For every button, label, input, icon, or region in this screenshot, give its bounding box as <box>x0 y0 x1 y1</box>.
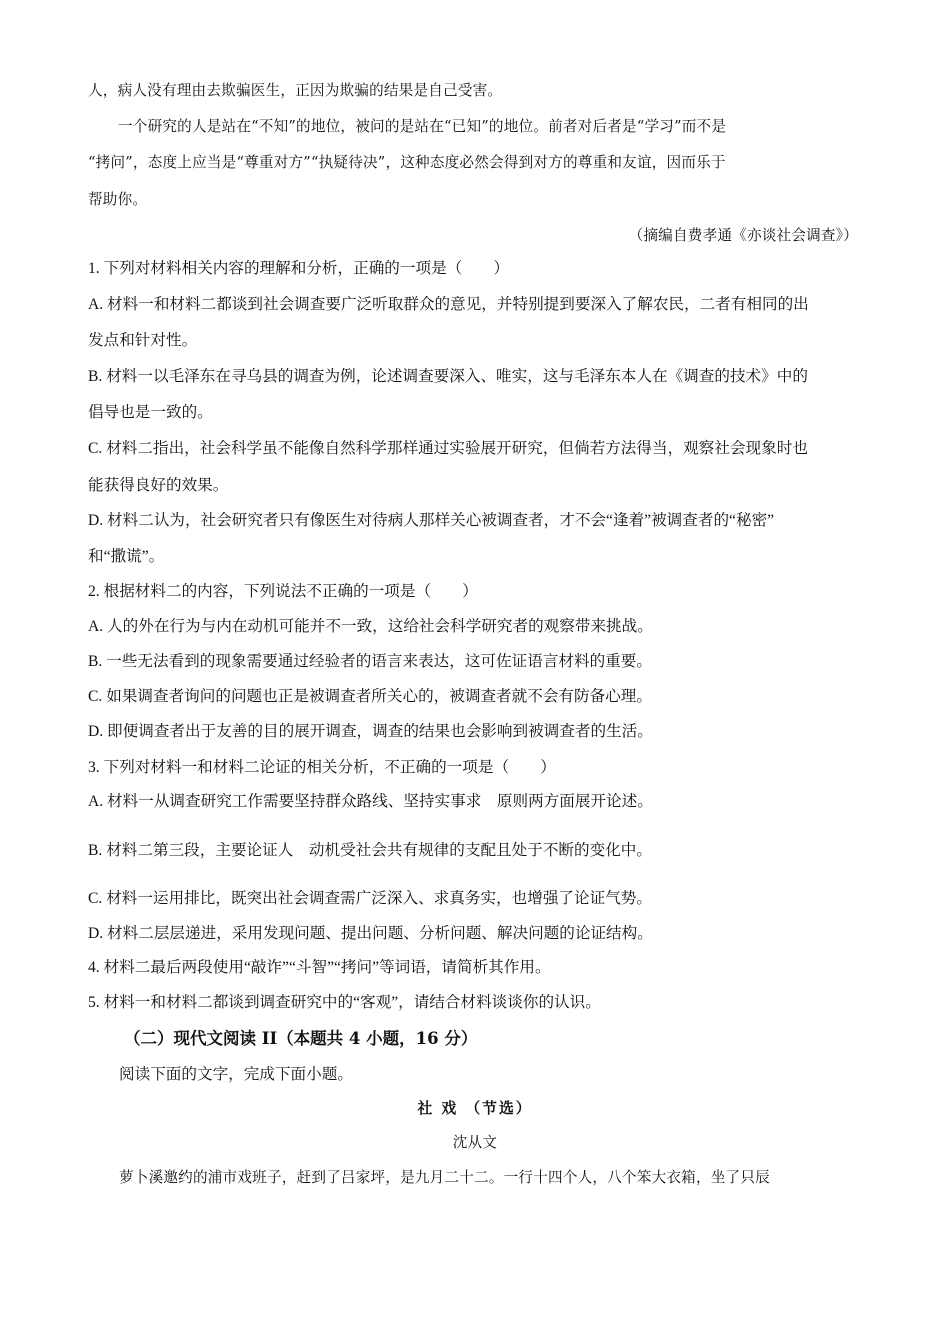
question-3-option-c: C. 材料一运用排比，既突出社会调查需广泛深入、求真务实，也增强了论证气势。 <box>88 890 652 907</box>
question-1-option-a-line-2: 发点和针对性。 <box>88 332 198 349</box>
question-1-option-a-line-1: A. 材料一和材料二都谈到社会调查要广泛听取群众的意见，并特别提到要深入了解农民，二者有相同的出 <box>88 296 809 313</box>
question-1-option-c-line-2: 能获得良好的效果。 <box>88 477 229 494</box>
story-first-line: 萝卜溪邀约的浦市戏班子，赶到了吕家坪，是九月二十二。一行十四个人，八个笨大衣箱，坐了只辰 <box>119 1169 770 1186</box>
question-1-option-c-line-1: C. 材料二指出，社会科学虽不能像自然科学那样通过实验展开研究，但倘若方法得当，观察社会现象时也 <box>88 440 808 457</box>
question-1-option-b-line-1: B. 材料一以毛泽东在寻乌县的调查为例，论述调查要深入、唯实，这与毛泽东本人在《调查的技术》中的 <box>88 368 808 385</box>
material-two-paragraph-line-1: 一个研究的人是站在“不知”的地位，被问的是站在“已知”的地位。前者对后者是“学习”而不是 <box>118 118 727 135</box>
question-2-stem: 2. 根据材料二的内容，下列说法不正确的一项是（ ） <box>88 583 478 600</box>
material-two-closing-line: 人，病人没有理由去欺骗医生，正因为欺骗的结果是自己受害。 <box>88 82 503 99</box>
source-citation: （摘编自费孝通《亦谈社会调查》） <box>628 227 858 244</box>
question-1-option-d-line-1: D. 材料二认为，社会研究者只有像医生对待病人那样关心被调查者，才不会“逢着”被调查者的“秘密” <box>88 512 775 529</box>
question-4: 4. 材料二最后两段使用“敲诈”“斗智”“拷问”等词语，请简析其作用。 <box>88 959 551 976</box>
question-2-option-c: C. 如果调查者询问的问题也正是被调查者所关心的，被调查者就不会有防备心理。 <box>88 688 652 705</box>
question-2-option-a: A. 人的外在行为与内在动机可能并不一致，这给社会科学研究者的观察带来挑战。 <box>88 618 653 635</box>
section-two-heading: （二）现代文阅读 II（本题共 4 小题，16 分） <box>124 1029 478 1048</box>
question-3-option-b: B. 材料二第三段，主要论证人 动机受社会共有规律的支配且处于不断的变化中。 <box>88 842 652 859</box>
question-2-option-d: D. 即便调查者出于友善的目的展开调查，调查的结果也会影响到被调查者的生活。 <box>88 723 653 740</box>
question-3-stem: 3. 下列对材料一和材料二论证的相关分析，不正确的一项是（ ） <box>88 759 556 776</box>
story-author: 沈从文 <box>452 1134 498 1151</box>
reading-instruction: 阅读下面的文字，完成下面小题。 <box>119 1066 353 1083</box>
question-2-option-b: B. 一些无法看到的现象需要通过经验者的语言来表达，这可佐证语言材料的重要。 <box>88 653 652 670</box>
question-3-option-d: D. 材料二层层递进，采用发现问题、提出问题、分析问题、解决问题的论证结构。 <box>88 925 653 942</box>
question-1-option-b-line-2: 倡导也是一致的。 <box>88 404 213 421</box>
question-5: 5. 材料一和材料二都谈到调查研究中的“客观”，请结合材料谈谈你的认识。 <box>88 994 601 1011</box>
story-title: 社 戏 （节选） <box>417 1100 533 1117</box>
material-two-paragraph-line-2: “拷问”，态度上应当是“尊重对方”“执疑待决”，这种态度必然会得到对方的尊重和友谊，因而乐于 <box>88 154 726 171</box>
question-1-stem: 1. 下列对材料相关内容的理解和分析，正确的一项是（ ） <box>88 260 510 277</box>
material-two-paragraph-line-3: 帮助你。 <box>88 191 148 208</box>
question-3-option-a: A. 材料一从调查研究工作需要坚持群众路线、坚持实事求 原则两方面展开论述。 <box>88 793 653 810</box>
question-1-option-d-line-2: 和“撒谎”。 <box>88 548 165 565</box>
